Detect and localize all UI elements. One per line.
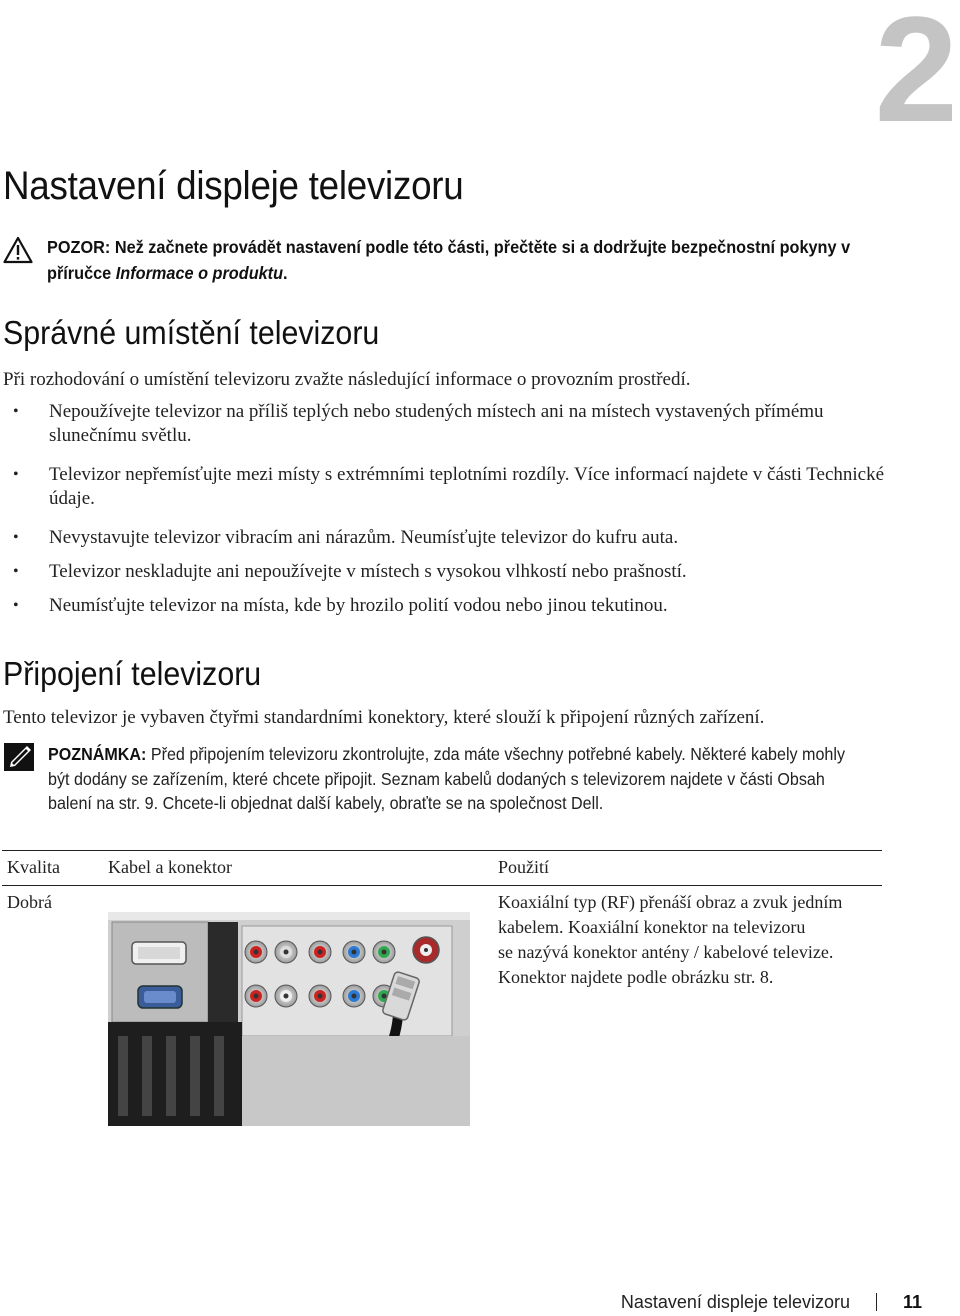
placement-bullet-list	[0, 400, 900, 618]
list-item	[0, 463, 900, 511]
note-body: Před připojením televizoru zkontrolujte, zda máte všechny potřebné kabely. Některé kabely mohly být dodány se zařízením, které chcete připojit. Seznam kabelů dodaných s televizorem najdete v části Obsah balení na str. 9. Chcete-li objednat další kabely, obraťte se na společnost Dell.	[48, 744, 846, 813]
bullet-icon: •	[13, 597, 19, 614]
footer-page-number: 11	[903, 1292, 923, 1312]
list-item-text: Nevystavujte televizor vibracím ani nárazům. Neumísťujte televizor do kufru auta.	[49, 527, 679, 548]
list-item	[0, 594, 900, 618]
note-label: POZNÁMKA:	[48, 744, 147, 764]
usage-line: Koaxiální typ (RF) přenáší obraz a zvuk jedním	[498, 892, 843, 912]
list-item-text: Nepoužívejte televizor na příliš teplých nebo studených místech ani na místech vystavených přímému slunečnímu světlu.	[49, 401, 824, 446]
list-item	[0, 560, 900, 584]
note-text	[48, 742, 862, 816]
table-top-rule	[2, 850, 882, 851]
caution-body: Než začnete provádět nastavení podle této části, přečtěte si a dodržujte bezpečnostní pokyny v příručce	[47, 237, 851, 283]
connecting-intro: Tento televizor je vybaven čtyřmi standardními konektory, které slouží k připojení různých zařízení.	[3, 707, 765, 728]
chapter-number: 2	[874, 0, 958, 153]
section-heading-placement: Správné umístění televizoru	[3, 314, 380, 351]
placement-intro: Při rozhodování o umístění televizoru zvažte následující informace o provozním prostředí.	[3, 369, 691, 390]
usage-line: Konektor najdete podle obrázku str. 8.	[498, 967, 774, 987]
table-cell-usage	[498, 890, 888, 990]
usage-line: se nazývá konektor antény / kabelové televize.	[498, 942, 834, 962]
table-header-usage: Použití	[498, 857, 550, 877]
table-header-quality: Kvalita	[7, 857, 60, 877]
list-item-text: Neumísťujte televizor na místa, kde by hrozilo polití vodou nebo jinou tekutinou.	[49, 595, 668, 616]
bullet-icon: •	[13, 403, 19, 420]
caution-label: POZOR:	[47, 237, 111, 257]
list-item	[0, 400, 900, 448]
footer-chapter-title: Nastavení displeje televizoru	[620, 1292, 850, 1312]
caution-notice	[3, 234, 943, 286]
note-pencil-icon	[3, 742, 35, 772]
section-heading-connecting: Připojení televizoru	[3, 655, 262, 692]
caution-text	[47, 234, 880, 286]
page-title: Nastavení displeje televizoru	[3, 164, 464, 208]
list-item-text: Televizor nepřemísťujte mezi místy s extrémními teplotními rozdíly. Více informací najdete v části Technické údaje.	[49, 464, 885, 509]
footer-separator	[876, 1293, 877, 1311]
bullet-icon: •	[13, 563, 19, 580]
note-notice	[3, 742, 933, 816]
list-item	[0, 526, 900, 550]
caution-doc-name: Informace o produktu	[115, 263, 284, 283]
table-header-rule	[2, 885, 882, 886]
warning-triangle-icon	[3, 236, 33, 264]
caution-end: .	[283, 263, 288, 283]
usage-line: kabelem. Koaxiální konektor na televizoru	[498, 917, 806, 937]
table-header-cable: Kabel a konektor	[108, 857, 232, 877]
bullet-icon: •	[13, 529, 19, 546]
table-cell-quality: Dobrá	[7, 892, 52, 912]
connector-panel-photo	[108, 912, 470, 1126]
list-item-text: Televizor neskladujte ani nepoužívejte v místech s vysokou vlhkostí nebo prašností.	[49, 561, 687, 582]
bullet-icon: •	[13, 466, 19, 483]
